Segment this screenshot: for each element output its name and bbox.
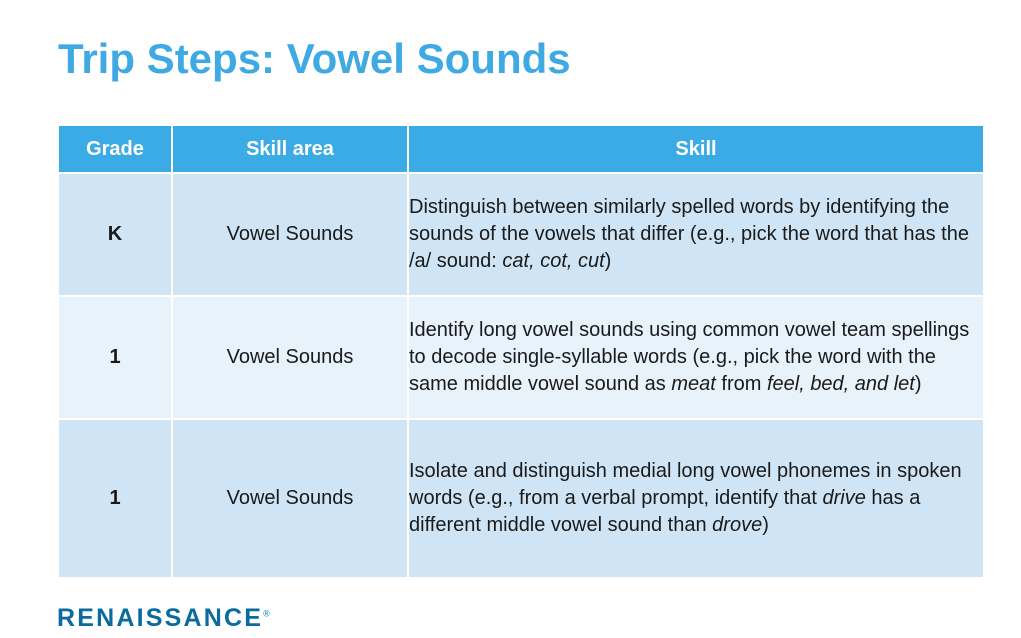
header-skill: Skill (408, 125, 984, 173)
grade-cell: K (58, 173, 172, 296)
skill-area-cell: Vowel Sounds (172, 419, 408, 578)
skill-text: ) (914, 373, 922, 395)
skill-cell (408, 419, 984, 578)
skill-example-word: drive (822, 487, 866, 509)
skill-cell (408, 296, 984, 419)
table-header-row (58, 125, 984, 173)
skill-text: Distinguish between similarly spelled words by identifying the sounds of the vowels that differ (e.g., pick the word that has the /a/ sound: (409, 196, 969, 272)
grade-cell: 1 (58, 419, 172, 578)
skill-text: Identify long vowel sounds using common vowel team spellings to decode single-syllable words (e.g., pick the word with the same middle vowel sound as (409, 319, 970, 395)
renaissance-logo (57, 604, 270, 633)
logo-text: RENAISSANCE (57, 604, 264, 632)
skill-text: ) (762, 514, 769, 536)
skill-text: Isolate and distinguish medial long vowel phonemes in spoken words (e.g., from a verbal prompt, identify that (409, 460, 962, 509)
skill-example-word: drove (712, 514, 763, 536)
table-row (58, 296, 984, 419)
skill-area-cell: Vowel Sounds (172, 173, 408, 296)
skill-example-words: feel, bed, and let (766, 373, 915, 395)
registered-mark: ® (263, 608, 270, 619)
skills-table (57, 124, 985, 579)
skill-text: ) (604, 250, 612, 272)
skill-area-cell: Vowel Sounds (172, 296, 408, 419)
skill-text: has a different middle vowel sound than (409, 487, 921, 536)
skill-cell (408, 173, 984, 296)
skill-example-words: cat, cot, cut (502, 250, 605, 272)
skill-text: from (715, 373, 767, 395)
table-row (58, 173, 984, 296)
grade-cell: 1 (58, 296, 172, 419)
page-title: Trip Steps: Vowel Sounds (58, 35, 571, 82)
table-row (58, 419, 984, 578)
header-skill-area: Skill area (172, 125, 408, 173)
skill-example-word: meat (671, 373, 716, 395)
header-grade: Grade (58, 125, 172, 173)
